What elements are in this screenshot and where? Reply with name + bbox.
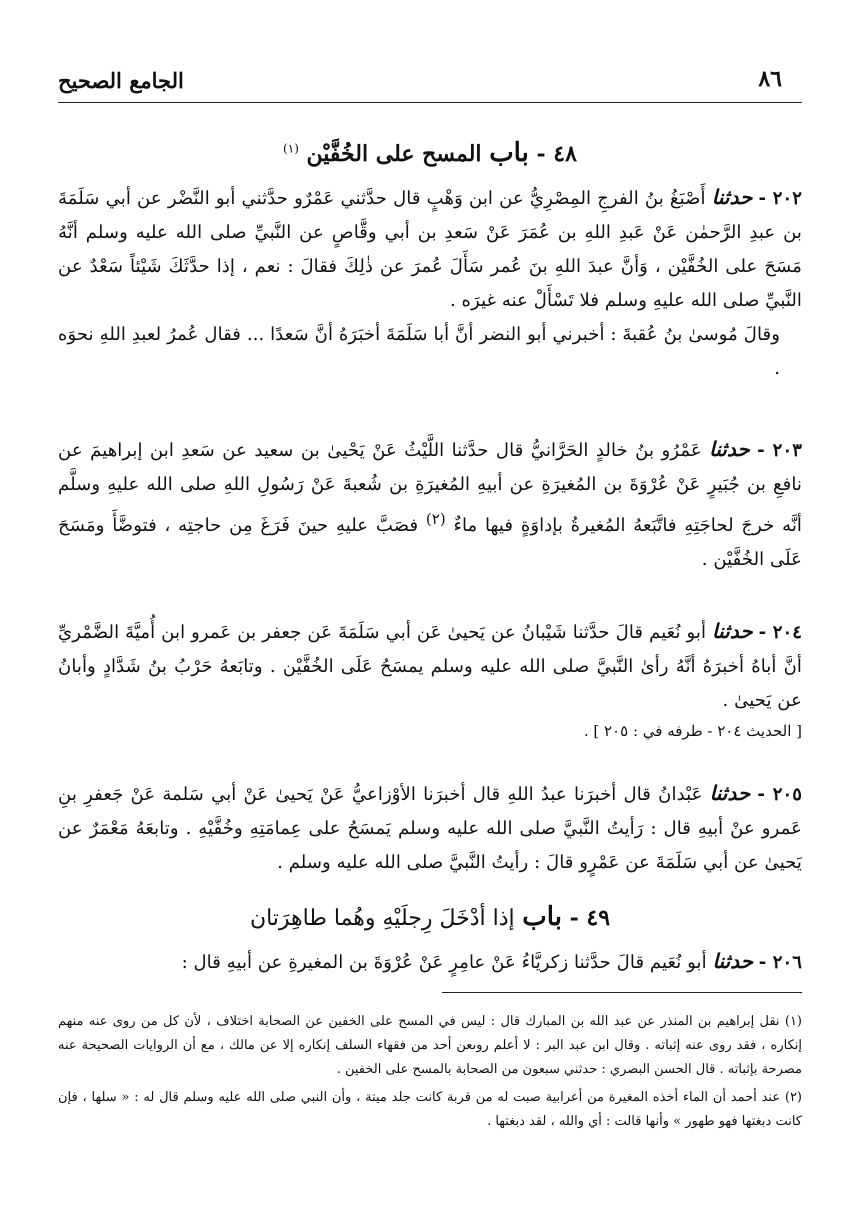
haddathana-mark: حدثنا — [711, 185, 753, 209]
hadith-text: أَصْبَغُ بنُ الفرجِ المِصْرِيُّ عن ابن وَهْبٍ قال حدَّثني عَمْرٌو حدَّثني أبو النَّضْر عن أبي سَلَمَةَ بن عبدِ الرَّحمٰن عَنْ عَبدِ اللهِ بن عُمَرَ عَنْ سَعدِ بن أبي وقَّاصٍ عن النَّبيِّ صلى الله عليه وسلم أنَّهُ مَسَحَ على الخُفَّيْن ، وَأنَّ عبدَ اللهِ بنَ عُمر سَأَلَ عُمرَ عن ذٰلِكَ فقالَ : نعم ، إذا حدَّثَكَ شَيْئاً سَعْدٌ عن النَّبيِّ صلى الله عليهِ وسلم فلا تَسْأَلْ عنه غيرَه . — [58, 188, 802, 311]
chapter-heading-48 — [58, 138, 802, 168]
footnote-1: (١) نقل إبراهيم بن المنذر عن عبد الله بن المبارك قال : ليس في المسح على الخفين عن الصحابة اختلاف ، لأن كل من روى عنه منهم إنكاره ، فقد روى عنه إثباته . وقال ابن عبد البر : لا أعلم روىعن أحد من فقهاء السلف إنكاره إلا عن مالك ، مع أن الروايات الصحيحة عنه مصرحة بإثباته . قال الحسن البصري : حدثني سبعون من الصحابة بالمسح على الخفين . — [58, 1014, 802, 1077]
footnote-2: (٢) عند أحمد أن الماء أخذه المغيرة من أعرابية صبت له من قربة كانت جلد ميتة ، وأن النبي صلى الله عليه وسلم قال له : « سلها ، فإن كانت دبغتها فهو طهور » وأنها قالت : أي والله ، لقد دبغتها . — [58, 1090, 802, 1129]
hadith-text: عَمْرُو بنُ خالدٍ الحَرَّانيُّ قال حدَّثنا اللَّيْثُ عَنْ يَحْيىٰ بن سعيد عن سَعدِ ابن إبراهيمَ عن نافعِ بن جُبَيرٍ عَنْ عُرْوَةَ بن المُغيرَةِ عن أبيهِ المُغيرَةِ بن شُعبةَ عَنْ رَسُولِ اللهِ صلى الله عليهِ وسلَّم أنَّه خرجَ لحاجَتِهِ فاتَّبَعهُ المُغيرةُ بإداوَةٍ فيها ماءٌ — [58, 440, 802, 537]
hadith-number: ٢٠٣ - — [757, 440, 802, 461]
haddathana-mark: حدثنا — [712, 619, 753, 643]
hadith-203 — [58, 432, 802, 577]
chapter-word: باب — [489, 138, 529, 168]
haddathana-mark: حدثنا — [709, 781, 751, 805]
hadith-number: ٢٠٤ - — [758, 622, 802, 643]
hadith-text: فصَبَّ عليهِ حينَ فَرَغَ مِن حاجتِه ، فتوضَّأَ ومَسَحَ عَلَى الخُفَّيْن . — [58, 515, 802, 571]
hadith-202 — [58, 180, 802, 386]
hadith-paragraph — [58, 944, 802, 980]
hadith-paragraph-note — [58, 318, 802, 386]
chapter-word: باب — [522, 902, 562, 932]
chapter-title: المسح على الخُفَّيْن — [306, 141, 482, 167]
hadith-text: أبو نُعَيم قالَ حدَّثنا زكريَّاءُ عَنْ عامِرٍ عَنْ عُرْوَةَ بن المغيرةِ عن أبيهِ قال : — [181, 952, 707, 973]
page-header — [58, 62, 802, 103]
hadith-number: ٢٠٢ - — [758, 188, 802, 209]
hadith-number: ٢٠٥ - — [757, 784, 802, 805]
hadith-paragraph — [58, 776, 802, 880]
chapter-heading-49 — [58, 902, 802, 932]
hadith-paragraph — [58, 432, 802, 577]
hadith-text: وقالَ مُوسىٰ بنُ عُقبةَ : أخبرني أبو النضر أنَّ أبا سَلَمَةَ أخبَرَهُ أنَّ سَعدًا ... فقال عُمرُ لعبدِ اللهِ نحوَه . — [58, 324, 780, 379]
hadith-205 — [58, 776, 802, 880]
chapter-number: ٤٩ - — [569, 905, 611, 931]
footnotes — [58, 1010, 802, 1138]
reference-text: [ الحديث ٢٠٤ - طرفه في : ٢٠٥ ] . — [583, 722, 802, 740]
hadith-204 — [58, 614, 802, 744]
hadith-paragraph — [58, 614, 802, 718]
footnote-marker: (٢) — [425, 510, 446, 528]
hadith-text: أبو نُعَيم قالَ حدَّثنا شَيْبانُ عن يَحيىٰ عَن أبي سَلَمَةَ عَن جعفر بن عَمرو ابن أُميَّةَ الضَّمْريِّ أنَّ أباهُ أخبرَهُ أنَّهُ رأىٰ النَّبيَّ صلى الله عليه وسلم يمسَحُ عَلَى الخُفَّيْن . وتابَعهُ حَرْبُ بنُ شَدَّادٍ وأبانُ عن يَحيىٰ . — [58, 622, 802, 711]
haddathana-mark: حدثنا — [709, 437, 750, 461]
hadith-text: عَبْدانُ قال أخبرَنا عبدُ اللهِ قال أخبرَنا الأوْزاعيُّ عَنْ يَحيىٰ عَنْ أبي سَلمة عَنْ جَعفرِ بنِ عَمرو عنْ أبيهِ قال : رَأيتُ النَّبيَّ صلى الله عليه وسلم يَمسَحُ على عِمامَتِهِ وخُفَّيْهِ . وتابعَهُ مَعْمَرٌ عن يَحيىٰ عن أبي سَلَمَةَ عن عَمْرٍو قالَ : رأيتُ النَّبيَّ صلى الله عليه وسلم . — [58, 784, 802, 873]
haddathana-mark: حدثنا — [712, 949, 753, 973]
hadith-number: ٢٠٦ - — [758, 952, 802, 973]
hadith-paragraph — [58, 180, 802, 318]
cross-reference — [58, 718, 802, 744]
book-title: الجامع الصحيح — [58, 68, 184, 93]
chapter-title: إذا أدْخَلَ رِجلَيْهِ وهُما طاهِرَتان — [249, 906, 515, 931]
footnote-divider — [442, 992, 802, 993]
chapter-number: ٤٨ - — [536, 141, 577, 167]
hadith-206 — [58, 944, 802, 980]
page-number: ٨٦ — [758, 66, 782, 92]
footnote-marker: (١) — [283, 141, 299, 156]
